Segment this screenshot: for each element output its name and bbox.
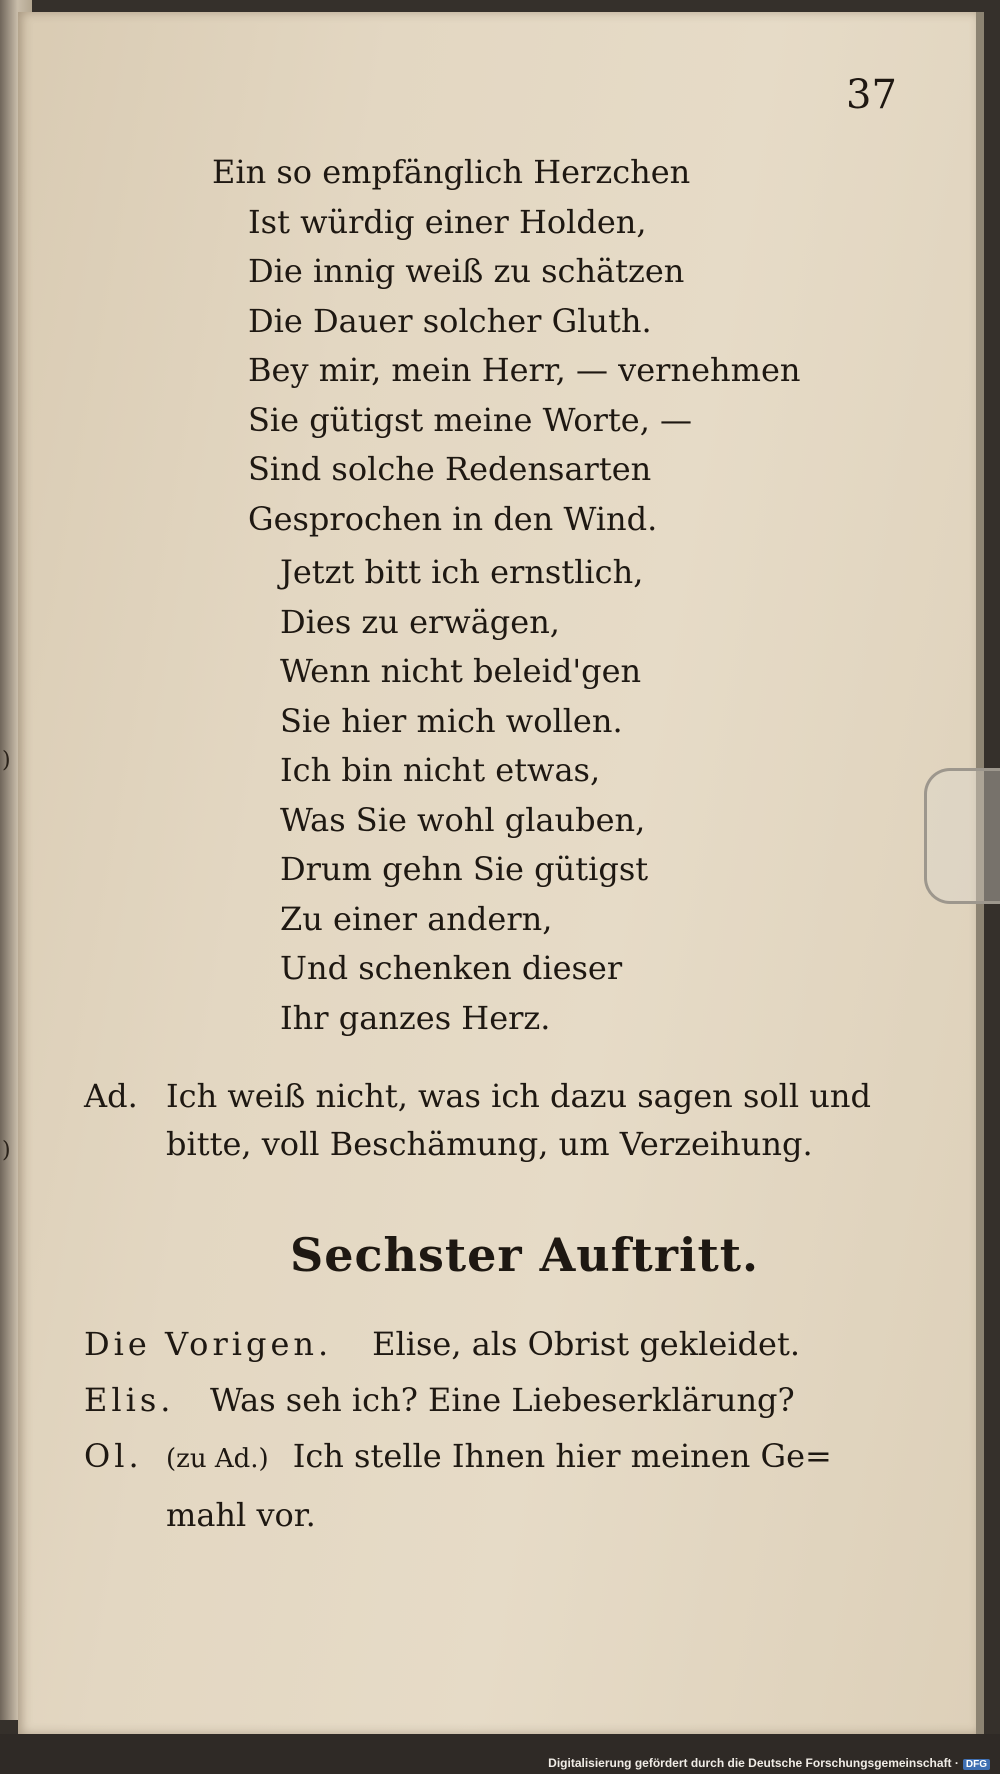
verse-line: Zu einer andern, <box>280 899 553 938</box>
stage-aside: (zu Ad.) <box>166 1444 269 1474</box>
speech-text: Was seh ich? Eine Liebeserklärung? <box>210 1381 795 1419</box>
speaker-label: Elis. <box>84 1381 175 1419</box>
verse-line: Ich bin nicht etwas, <box>280 751 601 789</box>
verse-line: Die innig weiß zu schätzen <box>248 252 685 290</box>
digitization-credit <box>548 1756 990 1770</box>
verse-line: Ein so empfänglich Herzchen <box>212 153 691 191</box>
credit-text: Digitalisierung gefördert durch die Deutsche Forschungsgemeinschaft · <box>548 1756 959 1770</box>
speech-elis <box>84 1372 832 1428</box>
stage-direction <box>84 1316 832 1372</box>
verse-line: Drum gehn Sie gütigst <box>280 850 649 888</box>
cast-description: Elise, als Obrist gekleidet. <box>372 1325 800 1363</box>
verse-line: Wenn nicht beleid'gen <box>280 652 642 690</box>
verse-line: Die Dauer solcher Gluth. <box>248 301 652 340</box>
speech-text: mahl vor. <box>166 1496 316 1534</box>
verse-line: Ihr ganzes Herz. <box>280 998 551 1037</box>
page-clip <box>924 768 1000 904</box>
speech-ad <box>84 1072 871 1168</box>
speech-ol <box>84 1428 832 1487</box>
verse-line: Sind solche Redensarten <box>248 450 652 488</box>
page-number: 37 <box>846 72 897 118</box>
speech-text: Ich weiß nicht, was ich dazu sagen soll und <box>166 1077 871 1115</box>
speaker-label: Ad. <box>84 1077 138 1115</box>
verse-line: Ist würdig einer Holden, <box>248 202 647 241</box>
dfg-logo: DFG <box>963 1759 990 1770</box>
verse-line: Jetzt bitt ich ernstlich, <box>280 553 644 591</box>
edge-bracket-mark: ) <box>2 748 11 773</box>
verse-line: Gesprochen in den Wind. <box>248 499 658 538</box>
verse-stanza-one <box>212 148 801 544</box>
verse-line: Sie hier mich wollen. <box>280 701 623 740</box>
cast-label: Die Vorigen. <box>84 1325 333 1363</box>
scene-heading: Sechster Auftritt. <box>290 1228 759 1282</box>
verse-line: Dies zu erwägen, <box>280 602 560 641</box>
edge-bracket-mark: ) <box>2 1138 11 1163</box>
scene-cast-and-dialogue <box>84 1316 832 1543</box>
verse-line: Sie gütigst meine Worte, — <box>248 400 693 439</box>
verse-stanza-two <box>280 548 648 1043</box>
verse-line: Und schenken dieser <box>280 949 623 987</box>
speech-text: Ich stelle Ihnen hier meinen Ge= <box>292 1437 832 1475</box>
speech-text: bitte, voll Beschämung, um Verzeihung. <box>166 1125 813 1163</box>
verse-line: Was Sie wohl glauben, <box>280 800 646 839</box>
verse-line: Bey mir, mein Herr, — vernehmen <box>248 351 801 389</box>
speaker-label: Ol. <box>84 1437 143 1475</box>
